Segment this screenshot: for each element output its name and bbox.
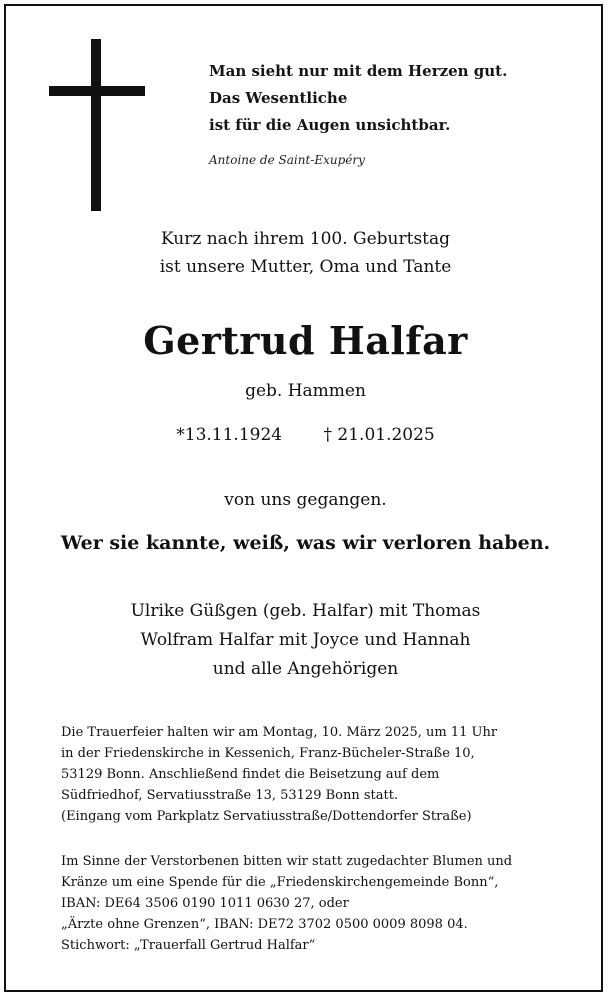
intro-text bbox=[0, 225, 611, 281]
cross-horizontal-bar bbox=[49, 86, 145, 96]
mourner-line: Wolfram Halfar mit Joyce und Hannah bbox=[140, 630, 471, 650]
quote-line: Das Wesentliche bbox=[209, 89, 348, 107]
ceremony-line: (Eingang vom Parkplatz Servatiusstraße/Dottendorfer Straße) bbox=[61, 809, 472, 824]
quote-author: Antoine de Saint-Exupéry bbox=[209, 153, 365, 167]
donation-info bbox=[61, 851, 512, 956]
quote-line: ist für die Augen unsichtbar. bbox=[209, 116, 451, 134]
intro-line: ist unsere Mutter, Oma und Tante bbox=[159, 257, 452, 277]
deceased-name: Gertrud Halfar bbox=[143, 318, 468, 363]
donation-line: IBAN: DE64 3506 0190 1011 0630 27, oder bbox=[61, 896, 349, 911]
ceremony-info bbox=[61, 722, 497, 827]
intro-line: Kurz nach ihrem 100. Geburtstag bbox=[160, 229, 451, 249]
motto: Wer sie kannte, weiß, was wir verloren haben. bbox=[60, 532, 551, 554]
passing-text: von uns gegangen. bbox=[224, 490, 387, 510]
death-date: † 21.01.2025 bbox=[323, 425, 435, 445]
birth-name: geb. Hammen bbox=[245, 381, 366, 401]
mourners bbox=[0, 597, 611, 684]
mourner-line: Ulrike Güßgen (geb. Halfar) mit Thomas bbox=[130, 601, 481, 621]
donation-line: Kränze um eine Spende für die „Friedenskirchengemeinde Bonn“, bbox=[61, 875, 499, 890]
ceremony-line: 53129 Bonn. Anschließend findet die Beisetzung auf dem bbox=[61, 767, 440, 782]
ceremony-line: Die Trauerfeier halten wir am Montag, 10. März 2025, um 11 Uhr bbox=[61, 725, 498, 740]
ceremony-line: in der Friedenskirche in Kessenich, Franz-Bücheler-Straße 10, bbox=[61, 746, 475, 761]
quote-line: Man sieht nur mit dem Herzen gut. bbox=[209, 62, 508, 80]
donation-line: „Ärzte ohne Grenzen“, IBAN: DE72 3702 0500 0009 8098 04. bbox=[61, 917, 468, 932]
birth-date: *13.11.1924 bbox=[176, 425, 283, 445]
life-dates bbox=[0, 425, 611, 445]
ceremony-line: Südfriedhof, Servatiusstraße 13, 53129 Bonn statt. bbox=[61, 788, 399, 803]
donation-line: Stichwort: „Trauerfall Gertrud Halfar“ bbox=[61, 938, 316, 953]
quote bbox=[209, 58, 507, 139]
donation-line: Im Sinne der Verstorbenen bitten wir statt zugedachter Blumen und bbox=[61, 854, 513, 869]
cross-vertical-bar bbox=[91, 39, 101, 211]
mourner-line: und alle Angehörigen bbox=[212, 659, 399, 679]
